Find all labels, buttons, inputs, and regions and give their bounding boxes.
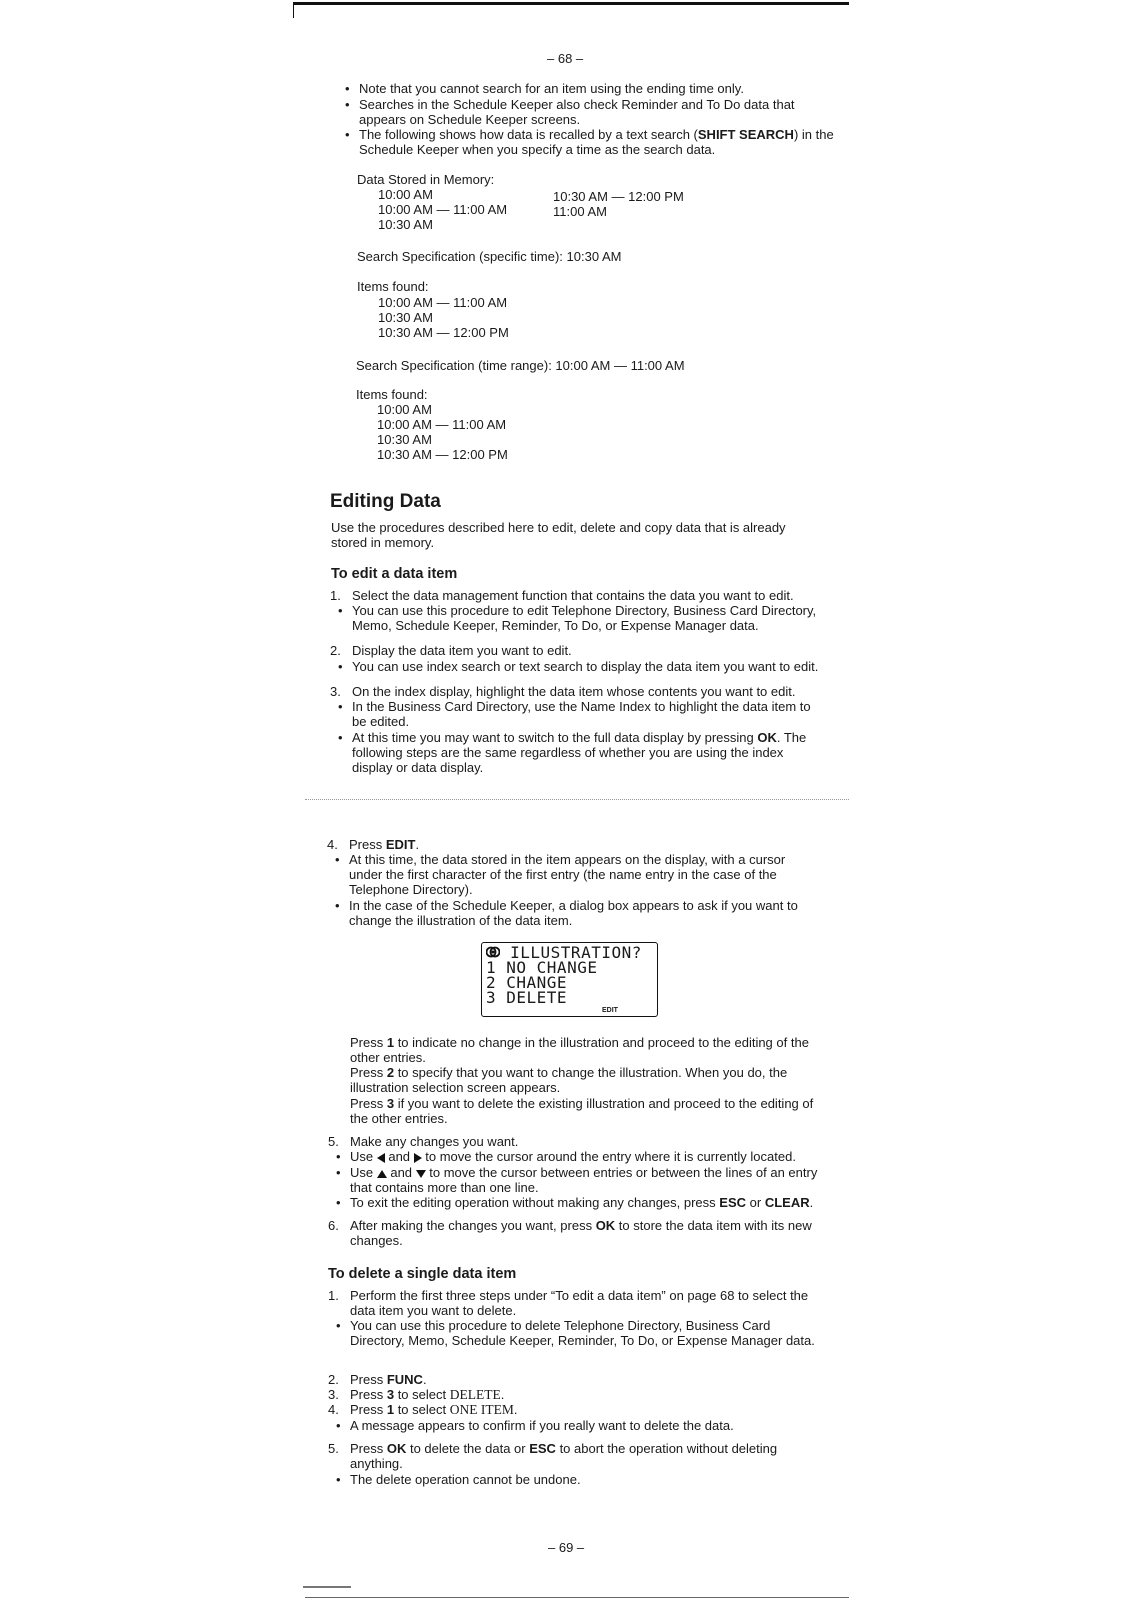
items-found-heading: Items found:	[356, 387, 428, 402]
page-top-rule	[293, 2, 849, 5]
found-item: 10:30 AM	[377, 432, 432, 447]
down-arrow-icon	[416, 1170, 426, 1178]
lcd-option-no-change: 1 NO CHANGE	[486, 958, 598, 977]
bullet-text: The following shows how data is recalled by a text search (SHIFT SEARCH) in the Schedule Keeper when you specify a time as the search data.	[359, 127, 834, 157]
lcd-row-title: ILLUSTRATION?	[486, 945, 642, 960]
found-items-specific	[378, 295, 509, 340]
stored-time: 11:00 AM	[553, 204, 607, 219]
subsection-title-delete: To delete a single data item	[328, 1266, 517, 1282]
found-item: 10:00 AM	[377, 402, 432, 417]
right-arrow-icon	[414, 1153, 422, 1163]
subsection-title-edit: To edit a data item	[331, 566, 458, 582]
page-number-top: – 68 –	[547, 51, 584, 66]
stored-time: 10:30 AM — 12:00 PM	[553, 189, 684, 204]
press-2-text: Press 2 to specify that you want to change the illustration. When you do, the illustration selection screen appears.	[350, 1065, 788, 1095]
search-spec-specific: Search Specification (specific time): 10:30 AM	[357, 249, 622, 264]
stored-time: 10:00 AM — 11:00 AM	[378, 202, 508, 217]
found-item: 10:30 AM — 12:00 PM	[377, 447, 508, 462]
lcd-softkey-edit: EDIT	[602, 1007, 618, 1014]
items-found-heading: Items found:	[357, 279, 429, 294]
lcd-illustration-dialog	[481, 942, 658, 1017]
lcd-option-delete: 3 DELETE	[486, 988, 568, 1007]
found-item: 10:30 AM — 12:00 PM	[378, 325, 509, 340]
bottom-smudge	[303, 1586, 351, 1588]
page-bottom-rule	[305, 1597, 849, 1598]
editing-intro: Use the procedures described here to edit, delete and copy data that is already stored in memory.	[331, 520, 786, 550]
found-item: 10:30 AM	[378, 310, 433, 325]
press-3-text: Press 3 if you want to delete the existing illustration and proceed to the editing of the other entries.	[350, 1096, 814, 1126]
stored-time: 10:00 AM	[378, 187, 433, 202]
stored-times-right	[553, 189, 684, 219]
found-items-range	[377, 402, 508, 462]
stored-time: 10:30 AM	[378, 217, 433, 232]
page-left-tick	[293, 2, 294, 18]
press-1-text: Press 1 to indicate no change in the illustration and proceed to the editing of the other entries.	[350, 1035, 809, 1065]
up-arrow-icon	[377, 1170, 387, 1178]
found-item: 10:00 AM — 11:00 AM	[377, 417, 507, 432]
stored-times-left	[378, 187, 507, 232]
page-divider	[305, 799, 849, 800]
page-number-bottom: – 69 –	[548, 1540, 585, 1555]
found-item: 10:00 AM — 11:00 AM	[378, 295, 508, 310]
bullet-text: Note that you cannot search for an item using the ending time only.	[359, 81, 744, 96]
bullet-text: Searches in the Schedule Keeper also check Reminder and To Do data that appears on Schedule Keeper screens.	[359, 97, 795, 127]
search-spec-range: Search Specification (time range): 10:00 AM — 11:00 AM	[356, 358, 685, 373]
data-stored-heading: Data Stored in Memory:	[357, 172, 495, 187]
lcd-option-change: 2 CHANGE	[486, 973, 568, 992]
section-title-editing-data: Editing Data	[330, 491, 441, 512]
left-arrow-icon	[377, 1153, 385, 1163]
